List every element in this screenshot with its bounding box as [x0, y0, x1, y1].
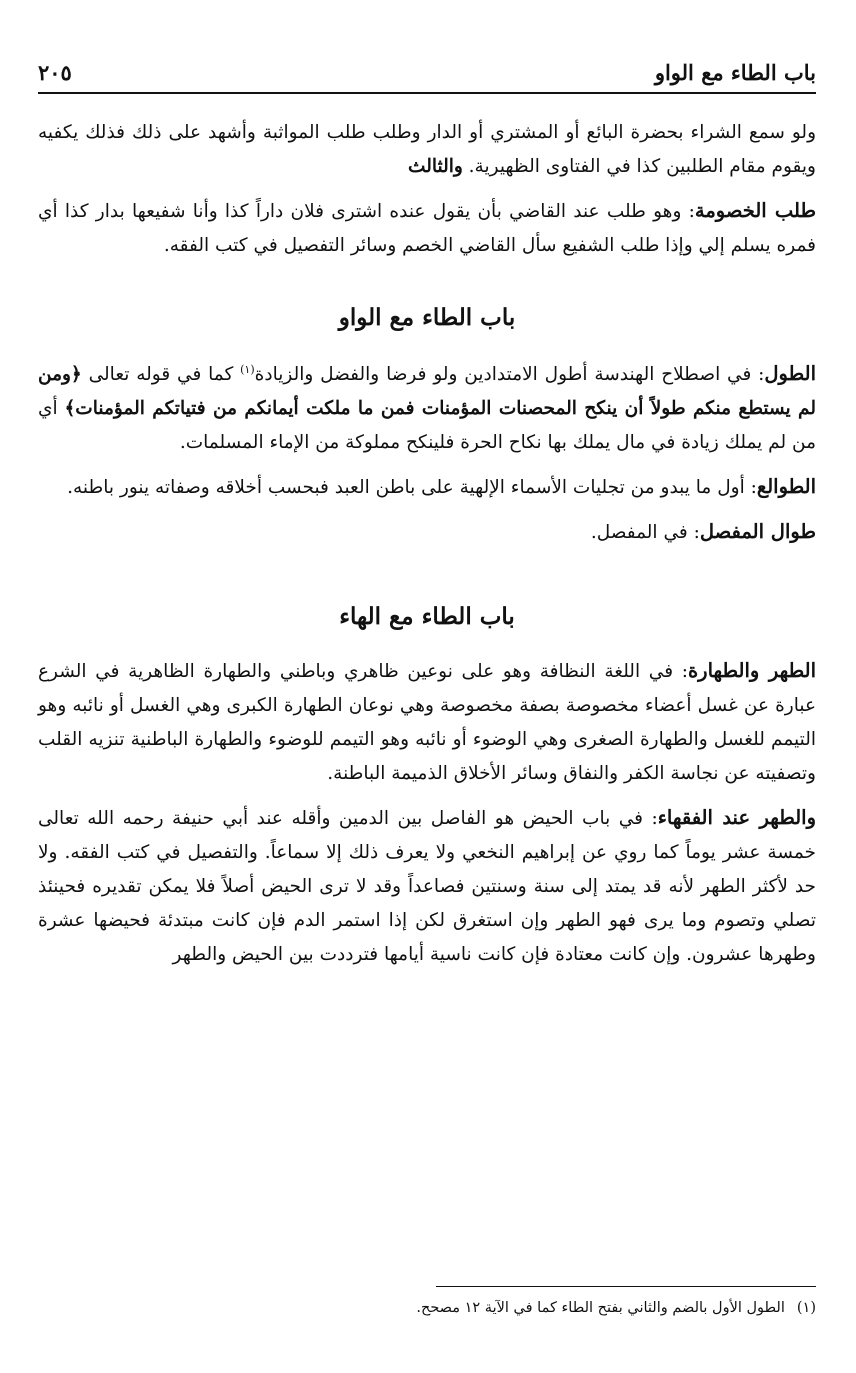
entry-definition: أي من لم يملك زيادة في مال يملك بها نكاح الحرة فلينكح مملوكة من الإماء المسلمات.: [38, 398, 816, 453]
entry-definition: : في المفصل.: [590, 522, 700, 543]
running-header: [38, 56, 816, 94]
entry-definition: : في اللغة النظافة وهو على نوعين ظاهري وباطني والطهارة الظاهرية في الشرع عبارة عن غسل أعضاء مخصوصة بصفة مخصوصة وهي نوعان الطهارة الكبرى وهي الغسل أو نائبه وهو التيمم للغسل والطهارة الصغرى وهي الوضوء أو نائبه وهو التيمم للوضوء والطهارة الباطنية تنزيه القلب وتصفيته عن نجاسة الكفر والنفاق وسائر الأخلاق الذميمة الباطنة.: [38, 661, 816, 784]
page-number: ٢٠٥: [38, 59, 72, 85]
footnote-number: (١): [796, 1300, 816, 1316]
entry-term: طلب الخصومة: [694, 199, 816, 222]
entry-definition: : في اصطلاح الهندسة أطول الامتدادين ولو فرضا والفضل والزيادة: [254, 364, 765, 385]
entry-tuhr-fuqaha: [38, 801, 816, 972]
footnote: [300, 1296, 816, 1320]
entry-tiwal-mufassal: [38, 515, 816, 550]
entry-term: والطهر عند الفقهاء: [657, 806, 817, 829]
entry-definition: : أول ما يبدو من تجليات الأسماء الإلهية على باطن العبد فبحسب أخلاقه وصفاته ينور باطنه.: [67, 477, 757, 498]
entry-tawali: [38, 470, 816, 505]
footnote-text: الطول الأول بالضم والثاني بفتح الطاء كما في الآية ١٢ مصحح.: [416, 1300, 785, 1316]
entry-tuhr-tahara: [38, 654, 816, 791]
entry-definition: : في باب الحيض هو الفاصل بين الدمين وأقله عند أبي حنيفة رحمه الله تعالى خمسة عشر يوماً كما روي عن إبراهيم النخعي ولا يعرف ذلك إلا سماعاً. والتفصيل في كتب الفقه. ولا حد لأكثر الطهر لأنه قد يمتد إلى سنة وسنتين فصاعداً وقد لا ترى الحيض أصلاً فلا يمكن تقديره فحينئذ تصلي وتصوم وما يرى فهو الطهر وإن استغرق لكن إذا استمر الدم فإن كانت مبتدئة فحيضها عشرة وطهرها عشرون. وإن كانت معتادة فإن كانت ناسية أيامها فترددت بين الحيض والطهر: [38, 808, 816, 965]
entry-term: الطول: [764, 362, 816, 385]
entry-term: الطهر والطهارة: [687, 659, 816, 682]
entry-tul: [38, 357, 816, 460]
section-heading-ta-waw: باب الطاء مع الواو: [338, 304, 516, 331]
entry-term: طوال المفصل: [699, 520, 816, 543]
quran-quote: ﴿ومن لم يستطع منكم طولاً أن ينكح المحصنات المؤمنات فمن ما ملكت أيمانكم من فتياتكم المؤمنات﴾: [38, 364, 816, 419]
footnote-reference: (١): [240, 362, 255, 376]
document-page: [38, 56, 816, 972]
running-header-title: باب الطاء مع الواو: [654, 59, 816, 85]
entry-definition: : وهو طلب عند القاضي بأن يقول عنده اشترى فلان داراً كذا وأنا شفيعها بدار كذا أي فمره يسلم إلي وإذا طلب الشفيع سأل القاضي الخصم وسائر التفصيل في كتب الفقه.: [38, 201, 816, 256]
entry-definition: كما في قوله تعالى: [81, 364, 241, 385]
entry-term: الطوالع: [756, 475, 816, 498]
footnote-divider: [436, 1286, 816, 1287]
section-heading-ta-ha: باب الطاء مع الهاء: [339, 603, 515, 630]
paragraph-text: ولو سمع الشراء بحضرة البائع أو المشتري أو الدار وطلب طلب المواثبة وأشهد على ذلك فذلك يكفيه ويقوم مقام الطلبين كذا في الفتاوى الظهيرية.: [38, 122, 816, 177]
entry-talab-khusuma: [38, 194, 816, 263]
paragraph-shufa-continuation: [38, 116, 816, 184]
bold-phrase-thalith: والثالث: [408, 156, 463, 177]
